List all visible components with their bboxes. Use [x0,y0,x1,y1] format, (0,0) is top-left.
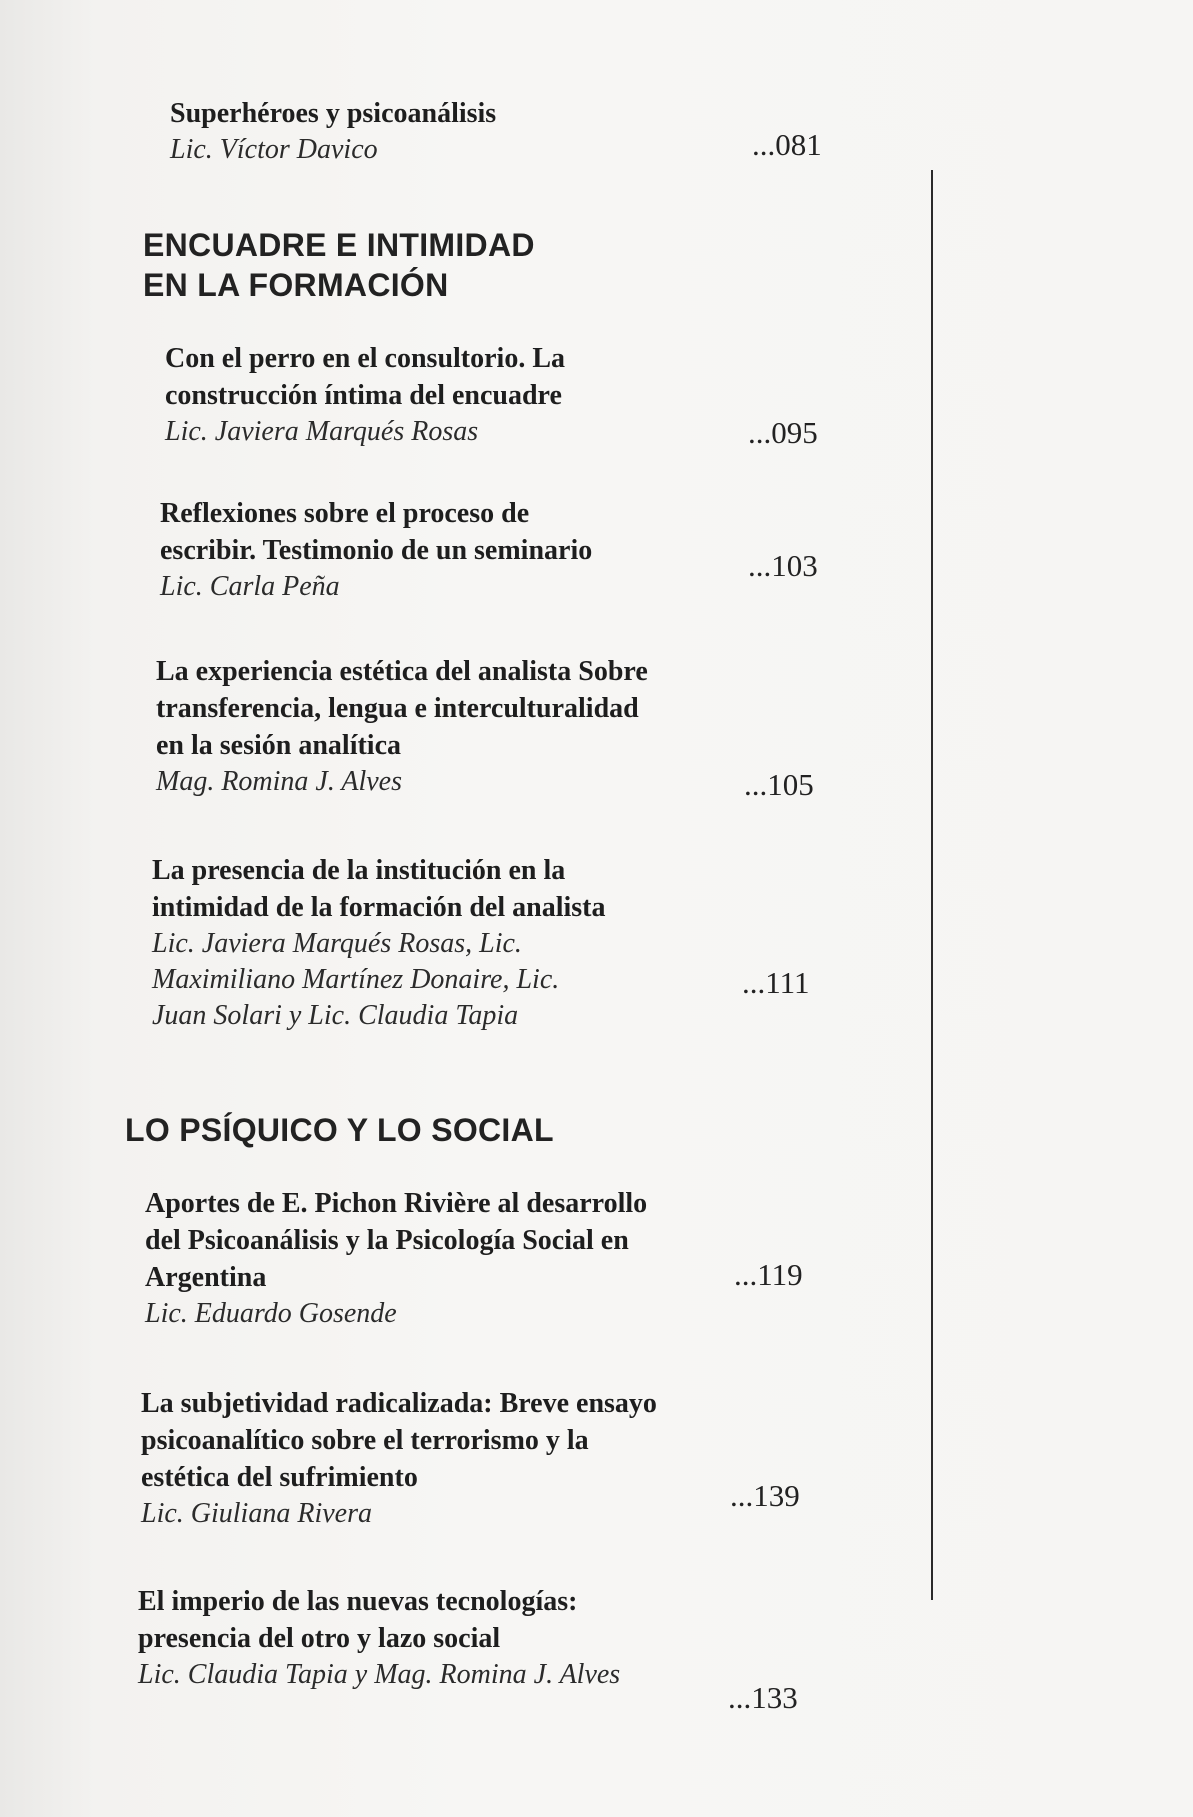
entry-author [145,1296,647,1332]
toc-entry [160,495,592,605]
entry-title-line: intimidad de la formación del analista [152,892,606,923]
entry-page-number: ...103 [748,548,818,583]
entry-title-line: Reflexiones sobre el proceso de [160,498,530,529]
toc-entry [138,1583,620,1693]
toc-entry [152,852,605,1034]
toc-entry [141,1385,657,1532]
section-heading-line: LO PSÍQUICO Y LO SOCIAL [125,1112,554,1148]
entry-page-number: ...105 [744,767,814,802]
entry-author-line: Lic. Carla Peña [160,571,340,602]
toc-entry [170,95,496,168]
entry-author [170,132,496,168]
entry-title-line: presencia del otro y lazo social [138,1623,501,1654]
entry-page-number: ...081 [752,127,822,162]
entry-title [160,495,592,569]
entry-title-line: La subjetividad radicalizada: Breve ensayo [141,1388,657,1419]
entry-author-line: Lic. Víctor Davico [170,134,378,165]
entry-author-line: Lic. Javiera Marqués Rosas [165,416,479,447]
entry-author [165,414,565,450]
entry-author-line: Lic. Claudia Tapia y Mag. Romina J. Alves [138,1659,621,1690]
entry-title-line: La experiencia estética del analista Sobre [156,656,648,687]
entry-title [145,1185,647,1296]
entry-title-line: escribir. Testimonio de un seminario [160,535,593,566]
entry-title [170,95,496,132]
entry-author [141,1496,657,1532]
entry-author-line: Juan Solari y Lic. Claudia Tapia [152,1000,519,1031]
entry-title-line: en la sesión analítica [156,730,402,761]
entry-page-number: ...139 [730,1478,800,1513]
section-heading-line: ENCUADRE E INTIMIDAD [143,227,535,263]
entry-title-line: psicoanalítico sobre el terrorismo y la [141,1425,589,1456]
entry-author-line: Lic. Giuliana Rivera [141,1498,372,1529]
entry-page-number: ...119 [734,1257,803,1292]
section-heading-line: EN LA FORMACIÓN [143,267,449,303]
entry-title [138,1583,620,1657]
entry-author [160,569,592,605]
entry-author-line: Lic. Javiera Marqués Rosas, Lic. [152,928,522,959]
entry-author [138,1657,620,1693]
entry-title-line: Superhéroes y psicoanálisis [170,98,497,129]
entry-author-line: Mag. Romina J. Alves [156,766,402,797]
entry-title [152,852,605,926]
section-heading [143,225,535,305]
entry-title-line: Argentina [145,1262,267,1293]
entry-author [152,926,605,1034]
entry-title-line: estética del sufrimiento [141,1462,418,1493]
entry-author-line: Lic. Eduardo Gosende [145,1298,397,1329]
toc-entry [156,653,648,800]
entry-page-number: ...133 [728,1680,798,1715]
entry-title [165,340,565,414]
toc-entry [145,1185,647,1332]
entry-title-line: Con el perro en el consultorio. La [165,343,566,374]
entry-author-line: Maximiliano Martínez Donaire, Lic. [152,964,560,995]
vertical-rule [931,170,933,1600]
entry-page-number: ...095 [748,415,818,450]
entry-title-line: del Psicoanálisis y la Psicología Social en [145,1225,629,1256]
toc-entry [165,340,565,450]
entry-author [156,764,648,800]
entry-title [141,1385,657,1496]
section-heading [125,1110,554,1150]
entry-title [156,653,648,764]
entry-title-line: transferencia, lengua e interculturalidad [156,693,639,724]
entry-title-line: Aportes de E. Pichon Rivière al desarrollo [145,1188,648,1219]
entry-page-number: ...111 [742,965,810,1000]
entry-title-line: La presencia de la institución en la [152,855,566,886]
entry-title-line: El imperio de las nuevas tecnologías: [138,1586,578,1617]
entry-title-line: construcción íntima del encuadre [165,380,562,411]
